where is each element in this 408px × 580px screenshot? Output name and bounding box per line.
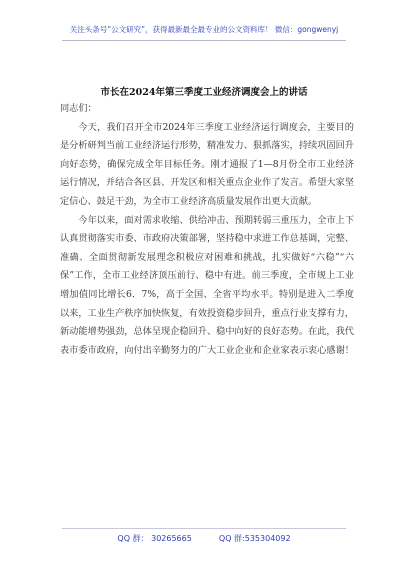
footer-contact — [0, 533, 408, 544]
document-title: 市长在2024年第三季度工业经济调度会上的讲话 — [100, 87, 308, 98]
header-notice: 关注头条号“公文研究”，获得最新最全最专业的公文资料库！ 微信：gongwenyj — [69, 25, 339, 34]
paragraph-1: 今天，我们召开全市2024年三季度工业经济运行调度会，主要目的是分析研判当前工业经济运行形势，精准发力、狠抓落实，持续巩固回升向好态势，确保完成全年目标任务。刚才通报了1—8月份全市工业经济运行情况，并结合各区县、开发区和相关重点企业作了发言。希望大家坚定信心、鼓足干劲，为全市工业经济高质量发展作出更大贡献。 — [60, 121, 354, 207]
salutation: 同志们： — [60, 103, 97, 114]
header-divider — [62, 40, 346, 41]
qq-group-2: QQ 群:535304092 — [218, 534, 291, 543]
document-body — [60, 100, 354, 360]
qq-group-1: QQ 群： 30265665 — [117, 534, 192, 543]
paragraph-2: 今年以来，面对需求收缩、供给冲击、预期转弱三重压力，全市上下认真贯彻落实市委、市政府决策部署，坚持稳中求进工作总基调，完整、准确、全面贯彻新发展理念积极应对困难和挑战，扎实做好“六稳”“六保”工作，全市工业经济顶压前行、稳中有进。前三季度，全市规上工业增加值同比增长6．7%，高于全国、全省平均水平。特别是进入二季度以来，工业生产秩序加快恢复，有效投资稳步回升，重点行业支撑有力，新动能增势强劲，总体呈现企稳回升、稳中向好的良好态势。在此，我代表市委市政府，向付出辛勤努力的广大工业企业和企业家表示衷心感谢！ — [60, 214, 355, 356]
footer-divider — [62, 528, 346, 529]
